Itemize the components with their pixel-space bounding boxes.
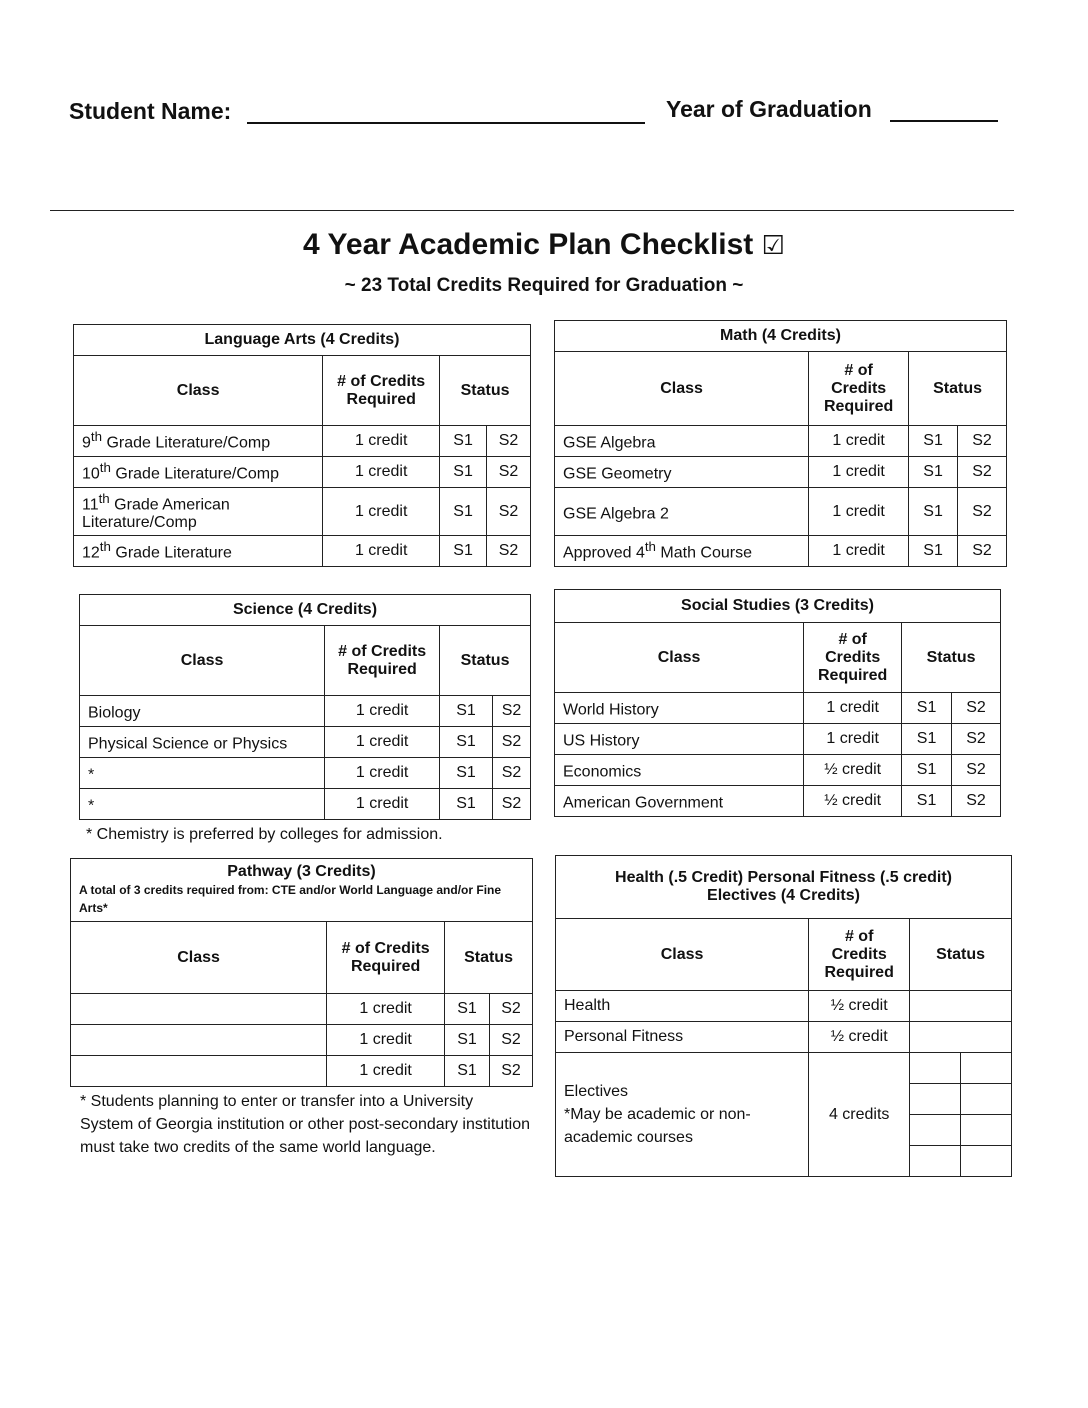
credits-column-header: # of Credits Required: [325, 626, 440, 696]
credit-cell: 1 credit: [323, 536, 440, 567]
header-divider: [50, 210, 1014, 211]
table-row: [80, 727, 531, 758]
status-s2-checkbox[interactable]: S2: [492, 758, 530, 789]
credit-cell: 1 credit: [327, 1056, 445, 1087]
class-name-ordinal: th: [90, 429, 103, 445]
class-name: 11: [82, 496, 99, 514]
status-column-header: Status: [440, 356, 531, 426]
electives-class: [556, 1053, 809, 1177]
class-cell: [80, 758, 325, 789]
class-cell: [555, 786, 804, 817]
class-name: GSE Algebra 2: [563, 505, 669, 523]
health-credit: ½ credit: [809, 991, 910, 1022]
class-cell: [80, 696, 325, 727]
table-row: [74, 457, 531, 488]
status-s1-checkbox[interactable]: S1: [902, 786, 952, 817]
table-row: [80, 758, 531, 789]
class-cell[interactable]: [71, 1025, 327, 1056]
status-s1-checkbox[interactable]: S1: [440, 789, 493, 820]
class-column-header: Class: [556, 919, 809, 991]
class-name: Biology: [88, 704, 141, 722]
status-s1-checkbox[interactable]: S1: [909, 457, 958, 488]
health-table: [555, 855, 1012, 1177]
class-name-rest: Grade Literature: [110, 544, 232, 562]
credit-cell: 1 credit: [327, 994, 445, 1025]
health-caption-cell: [556, 856, 1012, 919]
science-caption: Science (4 Credits): [80, 595, 531, 626]
class-cell[interactable]: [71, 994, 327, 1025]
class-name: American Government: [563, 794, 724, 812]
credit-cell: 1 credit: [804, 693, 902, 724]
class-name: Physical Science or Physics: [88, 735, 288, 753]
class-name: US History: [563, 732, 640, 750]
electives-label: Electives: [564, 1083, 629, 1100]
electives-credit: 4 credits: [809, 1053, 910, 1177]
credit-cell: ½ credit: [804, 786, 902, 817]
elective-status-cell[interactable]: [961, 1053, 1012, 1084]
status-s2-checkbox[interactable]: S2: [952, 693, 1001, 724]
class-column-header: Class: [80, 626, 325, 696]
credit-cell: 1 credit: [809, 457, 909, 488]
language-arts-caption: Language Arts (4 Credits): [74, 325, 531, 356]
pathway-caption-cell: [71, 859, 533, 922]
student-name-label: Student Name:: [69, 98, 232, 124]
class-name: 12: [82, 544, 100, 562]
status-s1-checkbox[interactable]: S1: [902, 755, 952, 786]
credit-cell: 1 credit: [327, 1025, 445, 1056]
class-cell[interactable]: [71, 1056, 327, 1087]
class-name-rest: Grade American Literature/Comp: [82, 496, 230, 532]
status-s2-checkbox[interactable]: S2: [487, 488, 531, 536]
status-s1-checkbox[interactable]: S1: [440, 426, 487, 457]
class-cell: [74, 536, 323, 567]
class-name: World History: [563, 701, 659, 719]
math-table: [554, 320, 1007, 567]
table-row: [80, 789, 531, 820]
credits-column-header: # of Credits Required: [804, 623, 902, 693]
class-name-rest: Grade Literature/Comp: [110, 465, 279, 483]
class-cell: [555, 488, 809, 536]
status-s2-checkbox[interactable]: S2: [487, 536, 531, 567]
class-cell: [555, 457, 809, 488]
class-cell: [555, 426, 809, 457]
personal-fitness-credit: ½ credit: [809, 1022, 910, 1053]
math-caption: Math (4 Credits): [555, 321, 1007, 352]
class-name-ordinal: th: [98, 490, 110, 506]
status-s2-checkbox[interactable]: S2: [952, 755, 1001, 786]
class-name: GSE Algebra: [563, 434, 656, 452]
elective-status-cell[interactable]: [961, 1084, 1012, 1115]
health-status[interactable]: [910, 991, 1012, 1022]
student-name-field[interactable]: [247, 100, 645, 124]
status-s2-checkbox[interactable]: S2: [952, 786, 1001, 817]
table-row: [555, 786, 1001, 817]
class-name: Approved 4: [563, 544, 645, 562]
table-row: [555, 724, 1001, 755]
status-s2-checkbox[interactable]: S2: [492, 727, 530, 758]
class-name-rest: Math Course: [655, 544, 753, 562]
class-column-header: Class: [71, 922, 327, 994]
status-s1-checkbox[interactable]: S1: [909, 488, 958, 536]
table-row: [555, 693, 1001, 724]
status-s1-checkbox[interactable]: S1: [440, 488, 487, 536]
class-cell: [80, 789, 325, 820]
class-name-ordinal: th: [644, 539, 656, 555]
status-s1-checkbox[interactable]: S1: [445, 1056, 490, 1087]
table-row: [71, 994, 533, 1025]
status-s2-checkbox[interactable]: S2: [952, 724, 1001, 755]
status-s2-checkbox[interactable]: S2: [487, 426, 531, 457]
status-s2-checkbox[interactable]: S2: [490, 1025, 533, 1056]
credit-cell: 1 credit: [804, 724, 902, 755]
health-class: Health: [556, 991, 809, 1022]
class-cell: [555, 536, 809, 567]
status-s2-checkbox[interactable]: S2: [958, 536, 1007, 567]
personal-fitness-status[interactable]: [910, 1022, 1012, 1053]
year-of-graduation-label: Year of Graduation: [666, 96, 872, 122]
credit-cell: 1 credit: [809, 488, 909, 536]
status-s2-checkbox[interactable]: S2: [958, 488, 1007, 536]
health-caption: Health (.5 Credit) Personal Fitness (.5 credit): [615, 869, 952, 886]
class-name: GSE Geometry: [563, 465, 672, 483]
table-row: [71, 1025, 533, 1056]
elective-status-cell[interactable]: [910, 1084, 961, 1115]
credit-cell: ½ credit: [804, 755, 902, 786]
electives-caption: Electives (4 Credits): [707, 887, 860, 904]
pathway-caption: Pathway (3 Credits): [227, 863, 376, 880]
elective-status-cell[interactable]: [910, 1146, 961, 1177]
class-name-ordinal: th: [99, 460, 111, 476]
table-row: [555, 457, 1007, 488]
status-s1-checkbox[interactable]: S1: [440, 536, 487, 567]
class-name: *: [88, 766, 95, 784]
class-cell: [74, 426, 323, 457]
elective-status-cell[interactable]: [910, 1115, 961, 1146]
credit-cell: 1 credit: [325, 696, 440, 727]
table-row: [74, 536, 531, 567]
credits-column-header: # of Credits Required: [323, 356, 440, 426]
credits-column-header: # of Credits Required: [327, 922, 445, 994]
language-arts-table: [73, 324, 531, 567]
status-s1-checkbox[interactable]: S1: [909, 426, 958, 457]
table-row: [71, 1056, 533, 1087]
status-column-header: Status: [440, 626, 531, 696]
credit-cell: 1 credit: [809, 426, 909, 457]
status-column-header: Status: [910, 919, 1012, 991]
year-of-graduation-field[interactable]: [890, 98, 998, 122]
page-title: [0, 228, 1088, 262]
class-cell: [74, 488, 323, 536]
table-row: [80, 696, 531, 727]
status-s1-checkbox[interactable]: S1: [909, 536, 958, 567]
status-s1-checkbox[interactable]: S1: [440, 696, 493, 727]
table-row: [74, 426, 531, 457]
status-column-header: Status: [902, 623, 1001, 693]
status-column-header: Status: [909, 352, 1007, 426]
class-cell: [555, 693, 804, 724]
status-s2-checkbox[interactable]: S2: [487, 457, 531, 488]
page-subtitle: ~ 23 Total Credits Required for Graduation ~: [344, 275, 744, 296]
credit-cell: 1 credit: [325, 758, 440, 789]
class-column-header: Class: [555, 623, 804, 693]
class-name-ordinal: th: [99, 539, 111, 555]
class-name: 10: [82, 465, 100, 483]
status-column-header: Status: [445, 922, 533, 994]
pathway-table: [70, 858, 533, 1087]
class-cell: [80, 727, 325, 758]
status-s2-checkbox[interactable]: S2: [490, 1056, 533, 1087]
status-s2-checkbox[interactable]: S2: [492, 696, 530, 727]
status-s1-checkbox[interactable]: S1: [440, 457, 487, 488]
elective-status-cell[interactable]: [961, 1115, 1012, 1146]
pathway-footnote: * Students planning to enter or transfer into a University System of Georgia institution or other post-secondary institution must take two credits of the same world language.: [80, 1093, 530, 1156]
credit-cell: 1 credit: [809, 536, 909, 567]
table-row: [74, 488, 531, 536]
class-cell: [555, 755, 804, 786]
status-s2-checkbox[interactable]: S2: [490, 994, 533, 1025]
credits-column-header: # of Credits Required: [809, 352, 909, 426]
class-name: *: [88, 797, 95, 815]
page-title-text: 4 Year Academic Plan Checklist: [303, 228, 754, 261]
credit-cell: 1 credit: [325, 789, 440, 820]
credit-cell: 1 credit: [323, 426, 440, 457]
status-s1-checkbox[interactable]: S1: [902, 724, 952, 755]
table-row: [555, 536, 1007, 567]
credit-cell: 1 credit: [323, 488, 440, 536]
status-s2-checkbox[interactable]: S2: [492, 789, 530, 820]
pathway-caption-sub: A total of 3 credits required from: CTE and/or World Language and/or Fine Arts*: [79, 883, 502, 915]
social-studies-table: [554, 589, 1001, 817]
status-s1-checkbox[interactable]: S1: [445, 1025, 490, 1056]
class-name-rest: Grade Literature/Comp: [102, 434, 271, 452]
status-s1-checkbox[interactable]: S1: [445, 994, 490, 1025]
science-table: [79, 594, 531, 820]
status-s2-checkbox[interactable]: S2: [958, 426, 1007, 457]
checkbox-icon: ☑: [761, 230, 785, 260]
class-column-header: Class: [74, 356, 323, 426]
science-footnote: * Chemistry is preferred by colleges for admission.: [86, 826, 443, 843]
electives-note: *May be academic or non-academic courses: [564, 1106, 751, 1146]
credit-cell: 1 credit: [325, 727, 440, 758]
social-studies-caption: Social Studies (3 Credits): [555, 590, 1001, 623]
class-cell: [74, 457, 323, 488]
personal-fitness-class: Personal Fitness: [556, 1022, 809, 1053]
class-name: Economics: [563, 763, 642, 781]
class-cell: [555, 724, 804, 755]
table-row: [555, 755, 1001, 786]
table-row: [555, 488, 1007, 536]
class-column-header: Class: [555, 352, 809, 426]
class-name: 9: [82, 434, 91, 452]
status-s2-checkbox[interactable]: S2: [958, 457, 1007, 488]
status-s1-checkbox[interactable]: S1: [440, 758, 493, 789]
status-s1-checkbox[interactable]: S1: [440, 727, 493, 758]
credit-cell: 1 credit: [323, 457, 440, 488]
elective-status-cell[interactable]: [910, 1053, 961, 1084]
credits-column-header: # of Credits Required: [809, 919, 910, 991]
elective-status-cell[interactable]: [961, 1146, 1012, 1177]
status-s1-checkbox[interactable]: S1: [902, 693, 952, 724]
table-row: [555, 426, 1007, 457]
